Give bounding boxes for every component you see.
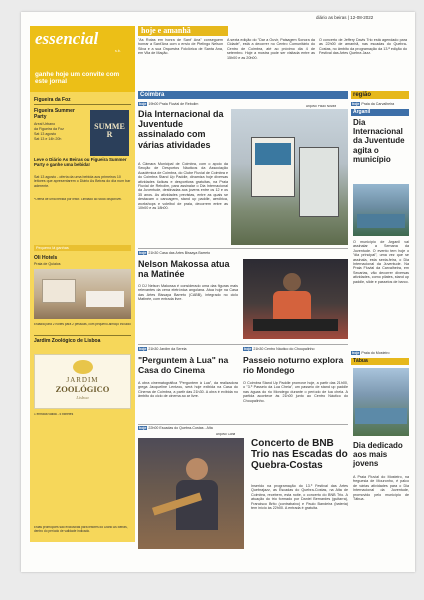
sidebar-essencial xyxy=(30,26,135,542)
r1-photo xyxy=(353,184,409,236)
divider xyxy=(34,335,131,336)
zoo-emblem-icon xyxy=(73,360,93,374)
hotel-window xyxy=(42,279,76,303)
r2-body: A Praia Fluvial do Mosteiro, na freguesia de Mouronho, é palco de várias atividades para o Dia Internacional da Juventude, promovido pelo município de Tábua. xyxy=(353,475,409,502)
item1-dates2: Sat 13 e 14h 20h xyxy=(34,137,62,141)
r1-headline: Dia Internacional da Juventude agita o município xyxy=(353,118,405,164)
hoje-col3: O concerto de Jeffery Davis Trio está agendado para as 22h00 de amanhã, nas escadas do Quebra-Costas, no âmbito da programação da 13.ª edição do Festival das Artes Quebra Jazz. xyxy=(319,38,407,56)
r2-photo xyxy=(353,368,409,436)
a2-headline: Nelson Makossa atua na Matinée xyxy=(138,259,230,280)
r2-place: Tábua xyxy=(351,358,409,365)
a2-body: O DJ Nelson Makossa é considerado uma das figuras mais relevantes da cena eletrónica angolana. Atua hoje na Casa das Artes Bissaya Barreto (CABB), integrado no ciclo Matinée, com entrada livre. xyxy=(138,284,238,302)
r1-kicker xyxy=(351,102,394,106)
item2-details: Estadia para 2 noites para 2 pessoas, com pequeno-almoço incluído xyxy=(34,323,131,326)
hotel-bed xyxy=(86,291,124,307)
sidebar-tagline: ganhe hoje um convite com este jornal xyxy=(35,71,120,86)
a4-headline: Passeio noturno explora rio Mondego xyxy=(243,355,344,375)
a3-body: A obra cinematográfica "Perguntem à Lua", da realizadora grega Jacqueline Lentzou, será hoje exibida na Casa do Cinema de Coimbra, a partir das 21h30. A obra é exibida no âmbito do ciclo de cinema ao ar livre. xyxy=(138,381,238,399)
a1-kicker-text: 19h00 Praia Fluvial de Rebolim xyxy=(148,102,199,106)
essencial-title: essencial xyxy=(35,29,99,48)
poster-text: SUMMER xyxy=(94,122,125,139)
river xyxy=(355,408,407,424)
a5-kicker-text: 22h00 Escadas do Quebra-Costas - Alta xyxy=(148,426,213,430)
item3-title: Jardim Zoológico de Lisboa xyxy=(34,338,101,344)
a5-kicker xyxy=(138,426,213,430)
regiao-bar: região xyxy=(351,91,409,99)
zoo-logo-line3: Lisboa xyxy=(76,395,89,400)
a5-body: Inserido na programação do 13.º Festival das Artes Quebrajazz, as Escadas do Quebra-Costas, na Alta de Coimbra, recebem, esta noite, o concerto do BNB Trio. A atuação do trio formado por Daniel Bernardes (guitarra), Francisco Brito (contrabaixo) e Paulo Bandeira (bateria) tem início às 22h00. A entrada é gratuita. xyxy=(251,484,348,511)
item1-place: da Figueira da Foz xyxy=(34,127,64,131)
item3-details: 1 entrada válida - 5 bilhetes xyxy=(34,413,74,416)
a5-headline: Concerto de BNB Trio nas Escadas do Quebra-Costas xyxy=(251,438,348,472)
divider xyxy=(138,344,348,345)
item1-event: Figueira Summer Party xyxy=(34,108,75,120)
summer-party-poster xyxy=(90,110,129,156)
exhibition-panel xyxy=(299,147,339,217)
r1-body: O município de Arganil vai assinalar a Semana da Juventude. O evento tem hoje o "dia principal", uma vez que se assinala, esta sexta-feira, o Dia Internacional da Juventude. Na Praia Fluvial da Carvalheira, em Secarias, vão decorrer diversas atividades, como pilates, stand up paddle, slide e passeios de barco. xyxy=(353,240,409,284)
zoo-logo-line1: JARDIM xyxy=(66,376,99,384)
page-date: diário as beiras | 12-08-2022 xyxy=(316,15,374,20)
a5-kicker-tag: hoje xyxy=(139,426,147,430)
a2-kicker-tag: hoje xyxy=(139,251,147,255)
item2-subtitle: Praia de Quiaios xyxy=(34,262,61,266)
a1-photo xyxy=(231,109,348,245)
a4-body: O Coimbra Stand Up Paddle promove hoje, a partir das 21h00, o "3.º Passeio da Lua Cheia", um passeio de stand up paddle nas águas do rio Mondego durante o período de lua cheia. A partida acontece às 21h00 junto ao Centro Náutico do Choupalinho. xyxy=(243,381,348,403)
hoje-col2: A sexta edição do "Dar a Ouvir, Paisagem Sonora da Cidade", está a decorrer no Centro Comunitário do Centro de Coimbra, até ao próximo dia 4 de setembro. Hoje a mostra pode ser visitada entre as 15h00 e as 20h00. xyxy=(227,38,315,60)
a3-kicker-text: 21h30 Jardim da Sereia xyxy=(148,347,187,351)
r2-headline: Dia dedicado aos mais jovens xyxy=(353,441,403,469)
a4-kicker-tag: hoje xyxy=(244,347,252,351)
edition-mark: s.b. xyxy=(115,49,121,53)
hoje-bar xyxy=(138,26,228,36)
r1-kicker-tag: hoje xyxy=(352,102,360,106)
item2-title: Oli Hotels xyxy=(34,255,58,261)
a5-photo xyxy=(138,438,244,549)
musician-head xyxy=(186,458,208,480)
hotel-photo xyxy=(34,269,131,319)
river xyxy=(357,214,405,228)
zoo-logo xyxy=(34,354,131,409)
divider xyxy=(138,424,348,425)
a5-photo-credit: Arquivo Carla xyxy=(216,433,236,436)
panel-image xyxy=(255,143,291,165)
a1-headline: Dia Internacional da Juventude assinalado com várias atividades xyxy=(138,109,224,150)
a1-photo-credit: Arquivo Paulo Novais xyxy=(306,105,337,108)
newspaper-page xyxy=(21,12,415,572)
a2-kicker-text: 21h30 Casa das Artes Bissaya Barreto xyxy=(148,251,211,255)
a1-body: A Câmara Municipal de Coimbra, com o apoio da Secção de Desportos Náuticos da Associação Académica de Coimbra, do Clube Fluvial de Coimbra e do Coimbra Stand Up Paddle, dinamiza hoje diversas atividades lúdicas e desportivas gratuitas, na Praia Fluvial de Rebolim, para assinalar o Dia Internacional da Juventude, destinadas aos jovens entre os 12 e os 35 anos. As atividades previstas, entre as quais se destacam o canoagem, stand up paddle, aeróbica, workshops e voleibol de praia, decorrem entre as 10h00 e as 18h00. xyxy=(138,162,228,211)
a4-kicker-text: 21h30 Centro Náutico do Choupalinho xyxy=(253,347,315,351)
a2-kicker xyxy=(138,251,210,255)
hoje-col1: "As Rotas em honra de Sant' Ana" conseguem honrar a Sant'Ana com o envio de Ptelingo Nelson Silva e a sua Orquestra Folclórica de Santa Ana, em Vila de Mação. xyxy=(138,38,223,56)
dj-head xyxy=(283,273,301,291)
item1-promo-note: *Oferta de uma bebida por leitor. Limitado ao stock disponível. xyxy=(34,198,122,201)
dj-deck xyxy=(253,319,338,331)
item1-promo-body: Sat 13 agosto - oferta da uma bebida aos primeiros 10 leitores que apresentarem o Diário As Beiras do dia num bar aderente. xyxy=(34,175,131,188)
r1-kicker-text: Praia da Carvalheira xyxy=(361,102,395,106)
zoo-logo-line2: ZOOLÓGICO xyxy=(55,384,110,394)
a3-kicker-tag: hoje xyxy=(139,347,147,351)
dj-body xyxy=(273,291,311,321)
a3-headline: "Perguntem à Lua" na Casa do Cinema xyxy=(138,355,229,375)
item1-title: Figueira da Foz xyxy=(34,97,71,103)
a1-kicker-tag: hoje xyxy=(139,102,147,106)
r1-place: Arganil xyxy=(351,109,409,116)
a4-kicker xyxy=(243,347,315,351)
a2-photo xyxy=(243,259,348,339)
coimbra-bar: Coimbra xyxy=(138,91,348,99)
a1-kicker xyxy=(138,102,198,106)
sidebar-footer: Estas promoções são exclusivas para leitores do Diário As Beiras, dentro do período de validade indicado. xyxy=(34,526,128,533)
a3-kicker xyxy=(138,347,187,351)
r2-kicker xyxy=(351,351,390,355)
essencial-header xyxy=(30,26,135,92)
r2-kicker-tag: hoje xyxy=(352,351,360,355)
hoje-title: hoje e amanhã xyxy=(141,26,191,35)
item1-dates: Sat 13 agosto xyxy=(34,132,57,136)
pequeno-bar: Pequeno lá ganhas xyxy=(34,245,131,251)
item1-venue: Areal Urbano xyxy=(34,122,56,126)
divider xyxy=(34,104,131,105)
item1-promo-title: Leve o Diário As Beiras ou Figueira Summer Party e ganhe uma bebida! xyxy=(34,157,127,168)
divider xyxy=(138,248,348,249)
r2-kicker-text: Praia do Mosteiro xyxy=(361,351,390,355)
